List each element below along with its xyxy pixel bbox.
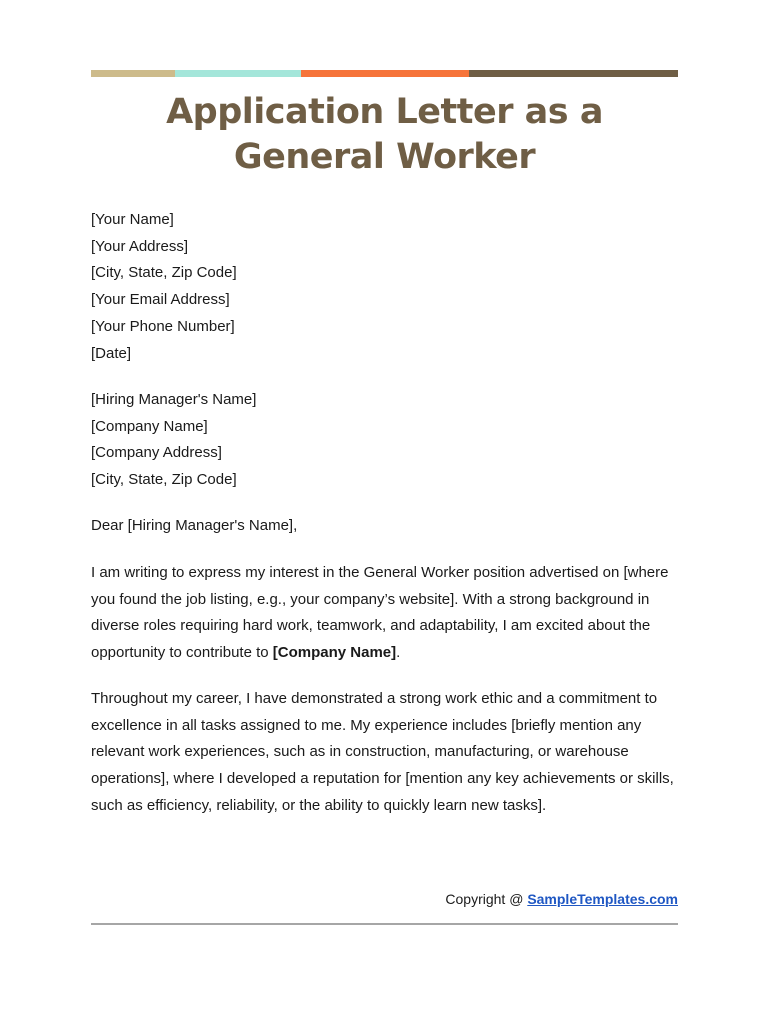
sender-address-block [91, 207, 681, 367]
copyright-label: Copyright @ [445, 891, 528, 907]
sender-city-state-zip: [City, State, Zip Code] [91, 264, 237, 282]
sender-phone: [Your Phone Number] [91, 317, 235, 335]
company-name-bold: [Company Name] [272, 644, 397, 662]
body-paragraph-2 [91, 686, 681, 820]
recipient-city-state-zip: [City, State, Zip Code] [91, 471, 237, 489]
color-bar-segment-1 [91, 70, 175, 77]
sender-name: [Your Name] [91, 211, 174, 228]
page-title: Application Letter as a General Worker [166, 92, 603, 177]
sender-email: [Your Email Address] [91, 291, 230, 309]
body-paragraph-1 [91, 560, 681, 667]
color-bar-segment-2 [175, 70, 301, 77]
recipient-company-address: [Company Address] [91, 444, 222, 462]
salutation: Dear [Hiring Manager's Name], [91, 517, 298, 534]
sampletemplates-link[interactable]: SampleTemplates.com [527, 891, 678, 907]
color-bar-segment-3 [301, 70, 469, 77]
header-color-bar [91, 70, 678, 77]
footer-divider [91, 923, 678, 925]
footer-copyright [91, 890, 678, 908]
paragraph-1-end: . [396, 644, 401, 662]
paragraph-1-text: I am writing to express my interest in the General Worker position advertised on [where you found the job listing, e.g., your company’s website]. With a strong background in diverse roles requiring hard work, teamwork, and adaptability, I am excited about the opportunity to contribute to [91, 564, 669, 662]
color-bar-segment-4 [469, 70, 678, 77]
recipient-company: [Company Name] [91, 417, 208, 435]
paragraph-2-text: Throughout my career, I have demonstrated a strong work ethic and a commitment to excellence in all tasks assigned to me. My experience includes [briefly mention any relevant work experiences, such as in construction, manufacturing, or warehouse operations], where I developed a reputation for [mention any key achievements or skills, such as efficiency, reliability, or the ability to quickly learn new tasks]. [91, 690, 674, 814]
recipient-name: [Hiring Manager's Name] [91, 391, 257, 408]
recipient-address-block [91, 387, 681, 494]
letter-date: [Date] [91, 344, 132, 362]
sender-address: [Your Address] [91, 237, 189, 255]
